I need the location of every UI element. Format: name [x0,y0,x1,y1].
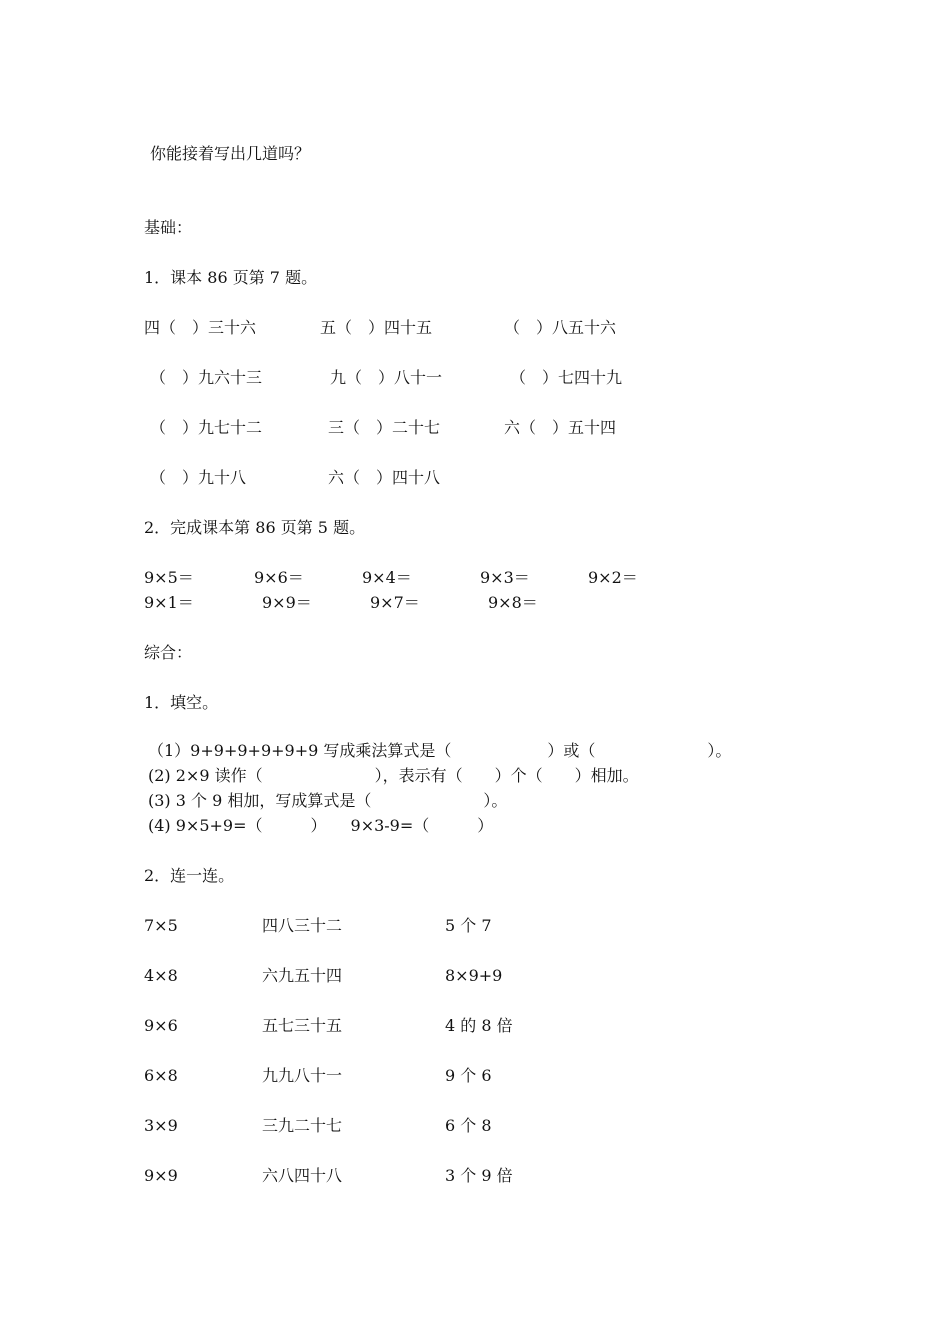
match-right-3: 4 的 8 倍 [445,1016,513,1035]
fill-line-1: （1）9+9+9+9+9+9 写成乘法算式是（ ）或（ ）。 [148,741,732,760]
match-mid-1: 四八三十二 [262,916,343,935]
intro-text: 你能接着写出几道吗？ [150,144,311,163]
match-left-5: 3×9 [144,1116,178,1135]
match-right-1: 5 个 7 [445,916,492,935]
q2-eq-r2c2: 9×9＝ [262,593,312,612]
match-mid-3: 五七三十五 [262,1016,343,1035]
match-mid-2: 六九五十四 [262,966,343,985]
q2-eq-r2c4: 9×8＝ [488,593,538,612]
match-left-3: 9×6 [144,1016,178,1035]
q1-item-r2c1: （ ）九六十三 [150,368,263,387]
section-heading-basics: 基础： [144,218,193,237]
match-left-2: 4×8 [144,966,178,985]
q2-eq-r1c3: 9×4＝ [362,568,412,587]
match-left-1: 7×5 [144,916,178,935]
match-mid-5: 三九二十七 [262,1116,343,1135]
q1-item-r1c1: 四（ ）三十六 [144,318,257,337]
fill-line-2: (2) 2×9 读作（ ），表示有（ ）个（ ）相加。 [148,766,639,785]
basics-q2-title: 2．完成课本第 86 页第 5 题。 [144,518,366,537]
match-mid-4: 九九八十一 [262,1066,343,1085]
q2-eq-r1c4: 9×3＝ [480,568,530,587]
section-heading-synthesis: 综合： [144,643,193,662]
q1-item-r2c2: 九（ ）八十一 [330,368,443,387]
q1-item-r3c2: 三（ ）二十七 [328,418,441,437]
match-right-4: 9 个 6 [445,1066,492,1085]
q1-item-r3c1: （ ）九七十二 [150,418,263,437]
fill-line-3: (3) 3 个 9 相加，写成算式是（ ）。 [148,791,508,810]
q2-eq-r2c1: 9×1＝ [144,593,194,612]
q1-item-r3c3: 六（ ）五十四 [504,418,617,437]
match-right-5: 6 个 8 [445,1116,492,1135]
match-left-6: 9×9 [144,1166,178,1185]
synthesis-q2-title: 2．连一连。 [144,866,235,885]
synthesis-q1-title: 1．填空。 [144,693,219,712]
q2-eq-r1c2: 9×6＝ [254,568,304,587]
match-left-4: 6×8 [144,1066,178,1085]
q2-eq-r1c5: 9×2＝ [588,568,638,587]
q2-eq-r1c1: 9×5＝ [144,568,194,587]
match-right-6: 3 个 9 倍 [445,1166,513,1185]
basics-q1-title: 1．课本 86 页第 7 题。 [144,268,318,287]
q2-eq-r2c3: 9×7＝ [370,593,420,612]
match-mid-6: 六八四十八 [262,1166,343,1185]
q1-item-r4c1: （ ）九十八 [150,468,247,487]
q1-item-r4c2: 六（ ）四十八 [328,468,441,487]
fill-line-4: (4) 9×5+9=（ ） 9×3-9=（ ） [148,816,494,835]
q1-item-r1c2: 五（ ）四十五 [320,318,433,337]
q1-item-r1c3: （ ）八五十六 [504,318,617,337]
q1-item-r2c3: （ ）七四十九 [510,368,623,387]
match-right-2: 8×9+9 [445,966,503,985]
